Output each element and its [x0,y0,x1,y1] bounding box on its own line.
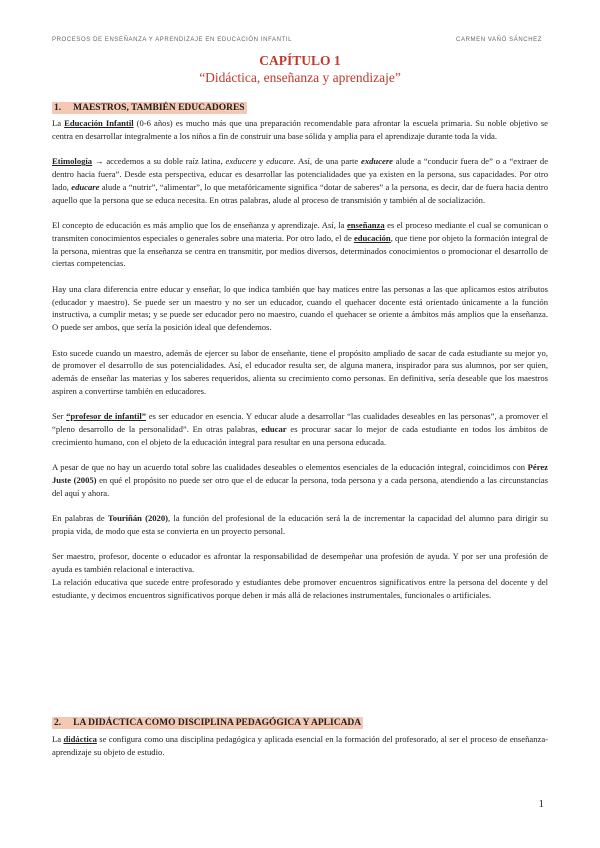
paragraph: El concepto de educación es más amplio que los de enseñanza y aprendizaje. Así, la enseñanza es el proceso mediante el cual se comunican o transmiten conocimientos especiales o generales sobre una materia. Por otro lado, el de educación, que tiene por objeto la formación integral de la persona, mientras que la enseñanza se centra en transmitir, por medios diversos, determinados conocimientos o promocionar el desarrollo de ciertas competencias. [52,219,548,269]
section-number: 1. [54,103,62,113]
paragraph: La relación educativa que sucede entre profesorado y estudiantes debe promover encuentros significativos entre la persona del docente y del estudiante, y decimos encuentros significativos porque deben ir más allá de relaciones instrumentales, funcionales o artificiales. [52,577,548,600]
paragraph: En palabras de Touriñán (2020), la función del profesional de la educación será la de incrementar la capacidad del alumno para dirigir su propia vida, de modo que esta se convierta en un proyecto personal. [52,513,549,537]
header-author: CARMEN VAÑÓ SÁNCHEZ [456,37,542,43]
section-title: MAESTROS, TAMBIÉN EDUCADORES [73,103,245,113]
key-term: educación [353,232,391,243]
section-number: 2. [54,718,62,728]
key-term: enseñanza [346,219,385,230]
paragraph: Ser “profesor de infantil” es ser educador en esencia. Y educar alude a desarrollar “las cualidades deseables en las personas”, a promover el “pleno desarrollo de la personalidad”. En otras palabras, educar es procurar sacar lo mejor de cada estudiante en todos los ámbitos de crecimiento humano, con el objeto de la educación integral para resultar en una persona educada. [52,411,549,447]
section-2-body [52,733,548,771]
citation: Touriñán (2020) [107,513,168,524]
page-header [52,37,542,43]
section-2-heading [52,718,363,728]
paragraph: La didáctica se configura como una disciplina pedagógica y aplicada esencial en la formación del profesorado, al ser el proceso de enseñanza-aprendizaje su objeto de estudio. [52,734,548,757]
key-term: didáctica [63,734,97,744]
arrow-icon: → [92,156,107,167]
paragraph: Hay una clara diferencia entre educar y enseñar, lo que indica también que hay matices entre las personas a las que aplicamos estos atributos (educador y maestro). Se puede ser un maestro y no ser un educador, cuando el quehacer docente está orientado únicamente a la función instructiva, a cumplir metas; y se puede ser educador pero no maestro, cuando el quehacer se oriente a ámbitos más amplios que la enseñanza. O puede ser ambos, que sería la posición ideal que defendemos. [52,283,548,333]
paragraph: La Educación Infantil (0-6 años) es mucho más que una preparación recomendable para afrontar la escuela primaria. Su noble objetivo se centra en desarrollar integralmente a los niños a fin de construir una base sólida y amplia para el aprendizaje durante toda la vida. [52,118,548,141]
chapter-title: CAPÍTULO 1 [259,53,341,68]
header-course: PROCESOS DE ENSEÑANZA Y APRENDIZAJE EN EDUCACIÓN INFANTIL [52,37,293,43]
section-1-body [52,117,548,614]
key-term: “profesor de infantil” [66,411,147,422]
page-number: 1 [538,798,544,810]
key-term: Educación Infantil [64,118,134,128]
key-term: Etimología [52,156,93,167]
chapter-subtitle: “Didáctica, enseñanza y aprendizaje” [199,70,401,85]
paragraph: Ser maestro, profesor, docente o educador es afrontar la responsabilidad de desempeñar una profesión de ayuda. Y por ser una profesión de ayuda es también relacional e interactiva. [52,551,548,575]
paragraph: Esto sucede cuando un maestro, además de ejercer su labor de enseñante, tiene el propósito ampliado de sacar de cada estudiante su mejor yo, de promover el desarrollo de sus potencialidades. Así, el educador resulta ser, de alguna manera, inspirador para sus alumnos, por ser quien, además de enseñar las materias y los saberes requeridos, alienta su crecimiento como personas. En definitiva, sería deseable que los maestros aspiren a convertirse también en educadores. [52,347,548,396]
section-title: LA DIDÁCTICA COMO DISCIPLINA PEDAGÓGICA Y APLICADA [73,718,362,728]
section-1-heading [52,103,247,113]
paragraph: A pesar de que no hay un acuerdo total sobre las cualidades deseables o elementos esenciales de la educación integral, coincidimos con Pérez Juste (2005) en qué el propósito no puede ser otro que el de educar la persona, toda persona y a cada persona, atendiendo a las circunstancias del aquí y ahora. [52,462,548,498]
paragraph: Etimología → accedemos a su doble raíz latina, exducere y educare. Así, de una parte exducere alude a “conducir fuera de” o a “extraer de dentro hacia fuera”. Desde esta perspectiva, educar es desarrollar las potencialidades que ya existen en la persona, sus capacidades. Por otro lado, educare alude a “nutrir”, “alimentar”, lo que metafóricamente significa “dotar de saberes” a la persona, es decir, dar de fuera hacia dentro aquello que la persona que se educa necesita. En otras palabras, alude al proceso de transmisión y también al de socialización. [52,156,549,205]
citation: Pérez Juste (2005) [52,462,548,486]
